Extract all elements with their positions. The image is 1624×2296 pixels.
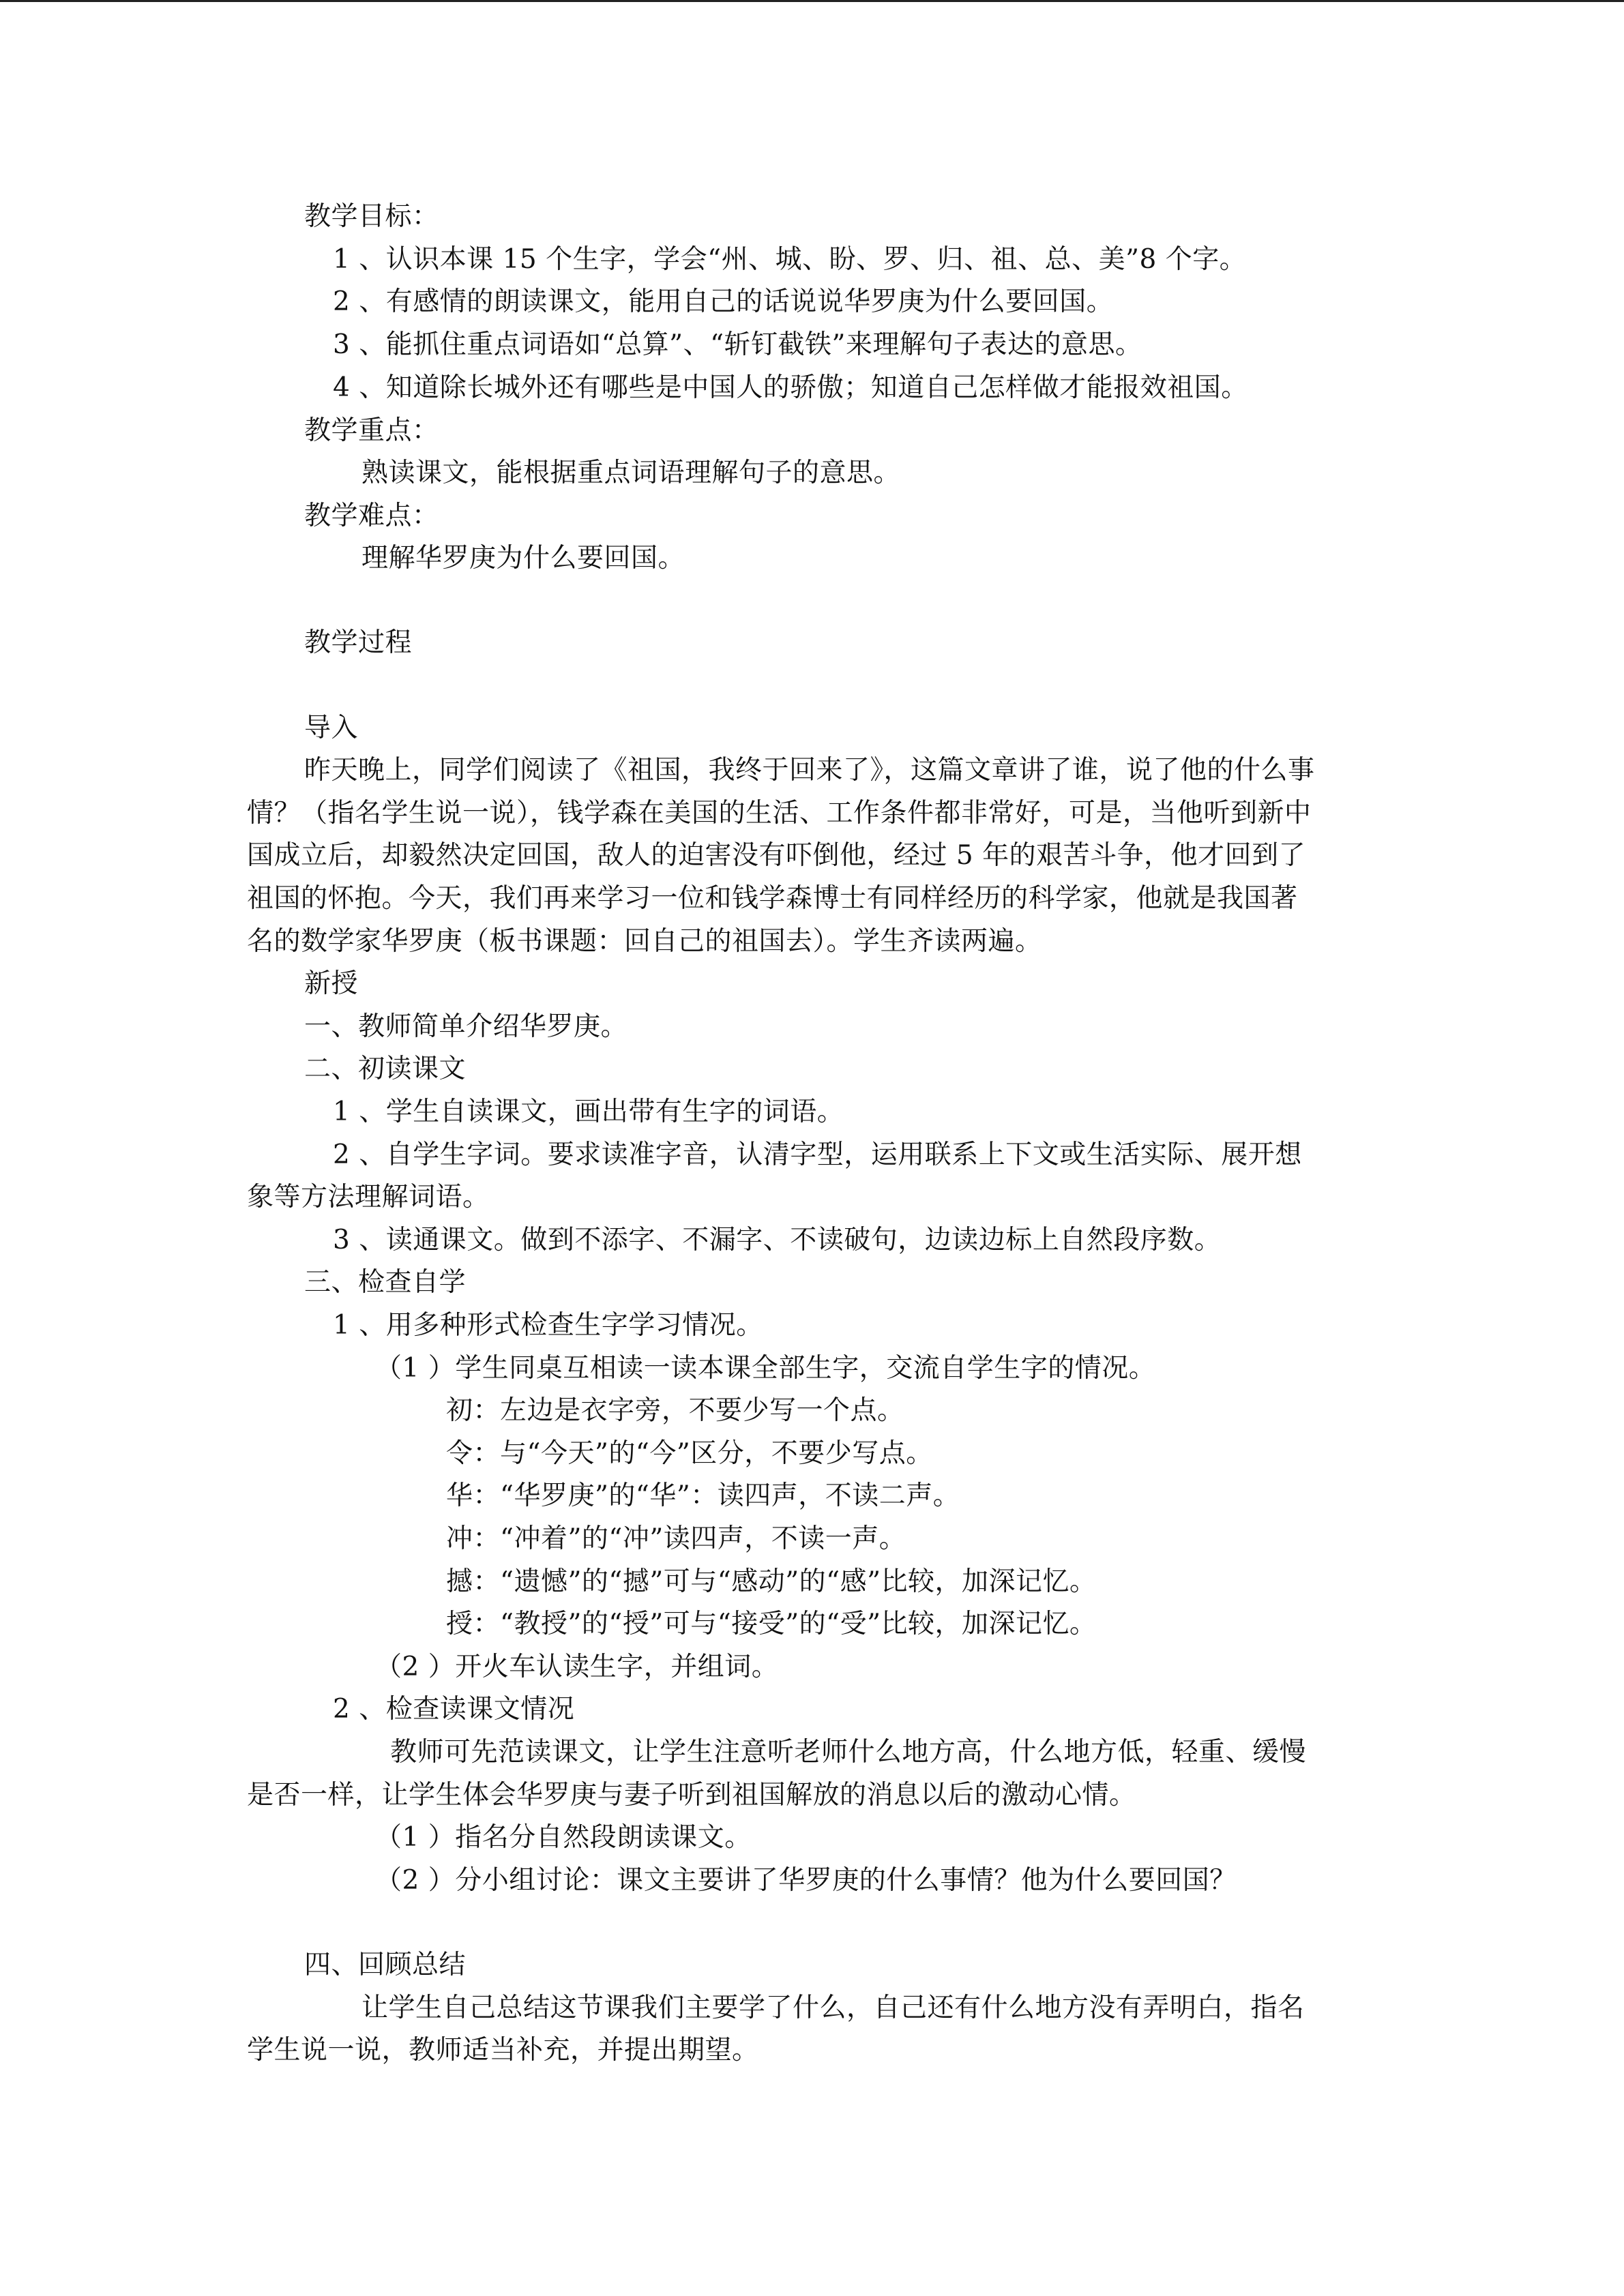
difficulty-heading: 教学难点： [304, 501, 439, 531]
key-point-heading: 教学重点： [304, 415, 439, 446]
char-note: 华：“华罗庚”的“华”：读四声，不读二声。 [446, 1480, 960, 1511]
review-paragraph-line: 学生说一说，教师适当补充，并提出期望。 [247, 2035, 759, 2066]
section-two-heading: 二、初读课文 [304, 1054, 467, 1084]
char-note: 令：与“今天”的“今”区分，不要少写点。 [446, 1438, 933, 1469]
process-heading: 教学过程 [304, 627, 413, 658]
intro-paragraph-line: 国成立后，却毅然决定回国，敌人的迫害没有吓倒他，经过 5 年的艰苦斗争，他才回到了 [247, 840, 1306, 871]
intro-paragraph-line: 名的数学家华罗庚（板书课题：回自己的祖国去）。学生齐读两遍。 [247, 926, 1042, 957]
section-three-subitem: （2 ）分小组讨论：课文主要讲了华罗庚的什么事情？他为什么要回国？ [375, 1865, 1237, 1896]
objective-item: 4 、知道除长城外还有哪些是中国人的骄傲；知道自己怎样做才能报效祖国。 [333, 372, 1248, 403]
section-three-subitem: （1 ）学生同桌互相读一读本课全部生字，交流自学生字的情况。 [375, 1353, 1156, 1384]
char-note: 冲：“冲着”的“冲”读四声，不读一声。 [446, 1523, 906, 1554]
char-note: 撼：“遗憾”的“撼”可与“感动”的“感”比较，加深记忆。 [446, 1566, 1097, 1597]
objectives-heading: 教学目标： [304, 201, 439, 232]
intro-paragraph-line: 情？（指名学生说一说），钱学森在美国的生活、工作条件都非常好，可是，当他听到新中 [247, 798, 1312, 829]
objective-item: 1 、认识本课 15 个生字，学会“州、城、盼、罗、归、祖、总、美”8 个字。 [333, 244, 1247, 275]
section-one: 一、教师简单介绍华罗庚。 [304, 1011, 628, 1042]
char-note: 初：左边是衣字旁，不要少写一个点。 [446, 1395, 904, 1426]
section-two-item: 3 、读通课文。做到不添字、不漏字、不读破句，边读边标上自然段序数。 [333, 1225, 1222, 1255]
objective-item: 3 、能抓住重点词语如“总算”、“斩钉截铁”来理解句子表达的意思。 [333, 329, 1142, 360]
section-three-subitem: （1 ）指名分自然段朗读课文。 [375, 1822, 752, 1853]
new-lesson-heading: 新授 [304, 968, 359, 999]
review-paragraph-line: 让学生自己总结这节课我们主要学了什么，自己还有什么地方没有弄明白，指名 [361, 1993, 1305, 2023]
review-heading: 四、回顾总结 [304, 1950, 467, 1980]
section-three-item: 2 、检查读课文情况 [333, 1694, 575, 1725]
top-border [0, 0, 1624, 2]
section-two-item: 2 、自学生字词。要求读准字音，认清字型，运用联系上下文或生活实际、展开想 [333, 1139, 1302, 1170]
section-three-heading: 三、检查自学 [304, 1267, 467, 1298]
difficulty-text: 理解华罗庚为什么要回国。 [361, 543, 685, 573]
key-point-text: 熟读课文，能根据重点词语理解句子的意思。 [361, 458, 901, 488]
intro-paragraph-line: 祖国的怀抱。今天，我们再来学习一位和钱学森博士有同样经历的科学家，他就是我国著 [247, 883, 1298, 914]
intro-heading: 导入 [304, 713, 359, 743]
section-three-item: 1 、用多种形式检查生字学习情况。 [333, 1310, 763, 1341]
section-three-subitem: （2 ）开火车认读生字，并组词。 [375, 1652, 779, 1682]
section-two-item-continued: 象等方法理解词语。 [247, 1182, 490, 1212]
char-note: 授：“教授”的“授”可与“接受”的“受”比较，加深记忆。 [446, 1609, 1097, 1639]
section-two-item: 1 、学生自读课文，画出带有生字的词语。 [333, 1097, 844, 1127]
reading-paragraph-line: 教师可先范读课文，让学生注意听老师什么地方高，什么地方低，轻重、缓慢 [390, 1737, 1307, 1768]
objective-item: 2 、有感情的朗读课文，能用自己的话说说华罗庚为什么要回国。 [333, 286, 1114, 317]
reading-paragraph-line: 是否一样，让学生体会华罗庚与妻子听到祖国解放的消息以后的激动心情。 [247, 1780, 1136, 1810]
intro-paragraph-line: 昨天晚上，同学们阅读了《祖国，我终于回来了》，这篇文章讲了谁，说了他的什么事 [304, 755, 1315, 786]
